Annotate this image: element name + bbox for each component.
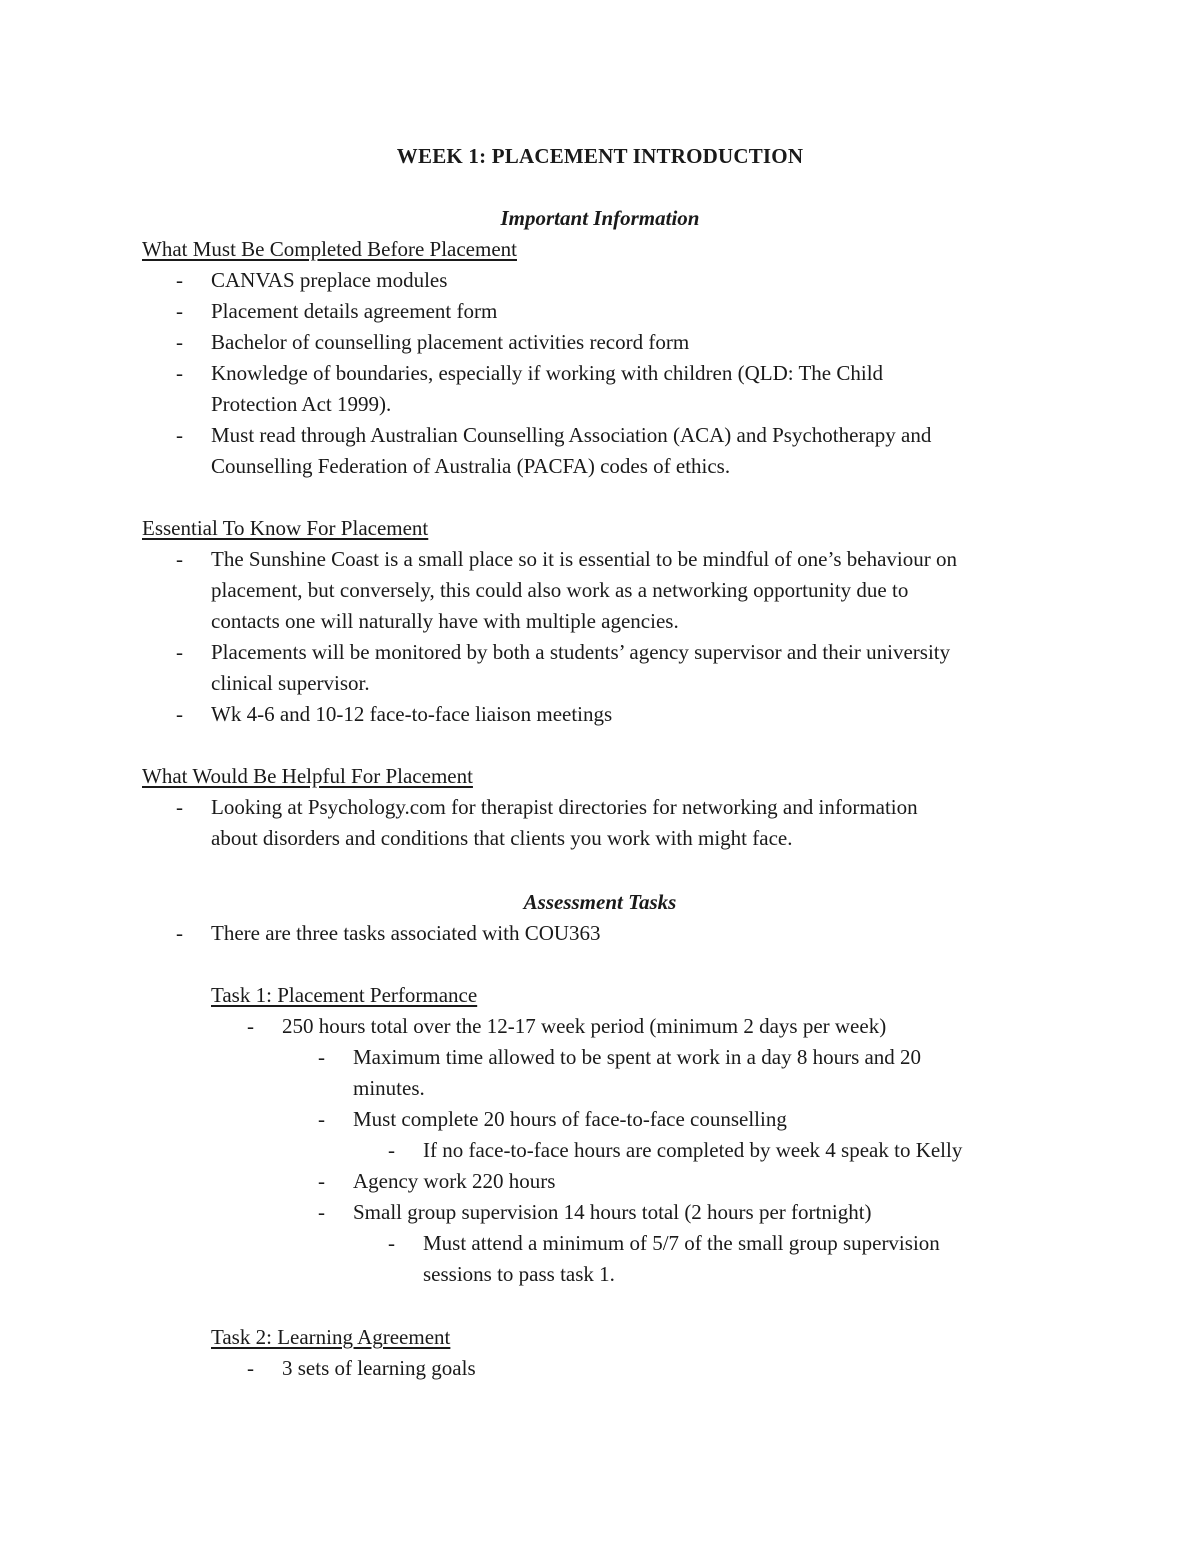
list-item-continuation: about disorders and conditions that clients you work with might face.	[211, 826, 793, 850]
bullet-dash: -	[176, 361, 183, 385]
list-item-text: Wk 4-6 and 10-12 face-to-face liaison meetings	[211, 702, 613, 726]
list-item-text: Must complete 20 hours of face-to-face counselling	[353, 1107, 787, 1131]
list-item-text: Maximum time allowed to be spent at work in a day 8 hours and 20	[353, 1045, 922, 1069]
bullet-dash: -	[176, 795, 183, 819]
list-item-text: Looking at Psychology.com for therapist directories for networking and information	[211, 795, 918, 819]
bullet-dash: -	[176, 702, 183, 726]
bullet-dash: -	[247, 1356, 254, 1380]
list-item-text: Small group supervision 14 hours total (2 hours per fortnight)	[353, 1200, 872, 1224]
bullet-dash: -	[318, 1045, 325, 1069]
list-item-text: Agency work 220 hours	[353, 1169, 556, 1193]
section-heading-assessment-tasks: Assessment Tasks	[523, 890, 677, 914]
section-heading-important-information: Important Information	[500, 206, 700, 230]
page-title: WEEK 1: PLACEMENT INTRODUCTION	[396, 144, 804, 168]
bullet-dash: -	[388, 1138, 395, 1162]
subheading-helpful: What Would Be Helpful For Placement	[142, 764, 473, 788]
bullet-dash: -	[318, 1107, 325, 1131]
bullet-dash: -	[176, 268, 183, 292]
list-item-continuation: sessions to pass task 1.	[423, 1262, 615, 1286]
bullet-dash: -	[318, 1200, 325, 1224]
bullet-dash: -	[176, 921, 183, 945]
bullet-dash: -	[176, 423, 183, 447]
list-item-text: There are three tasks associated with COU363	[211, 921, 601, 945]
subheading-essential: Essential To Know For Placement	[142, 516, 429, 540]
list-item-continuation: minutes.	[353, 1076, 425, 1100]
list-item-text: CANVAS preplace modules	[211, 268, 448, 292]
list-item-continuation: contacts one will naturally have with multiple agencies.	[211, 609, 679, 633]
subheading-task-2: Task 2: Learning Agreement	[211, 1325, 451, 1349]
list-item-continuation: Counselling Federation of Australia (PACFA) codes of ethics.	[211, 454, 731, 478]
list-item-text: Knowledge of boundaries, especially if working with children (QLD: The Child	[211, 361, 884, 385]
subheading-must-complete: What Must Be Completed Before Placement	[142, 237, 517, 261]
list-item-continuation: placement, but conversely, this could also work as a networking opportunity due to	[211, 578, 909, 602]
list-item-text: If no face-to-face hours are completed by week 4 speak to Kelly	[423, 1138, 963, 1162]
list-item-text: The Sunshine Coast is a small place so it is essential to be mindful of one’s behaviour on	[211, 547, 957, 571]
list-item-continuation: clinical supervisor.	[211, 671, 370, 695]
list-item-text: Must attend a minimum of 5/7 of the small group supervision	[423, 1231, 940, 1255]
list-item-text: Placement details agreement form	[211, 299, 498, 323]
list-item-text: 3 sets of learning goals	[282, 1356, 476, 1380]
bullet-dash: -	[176, 640, 183, 664]
bullet-dash: -	[388, 1231, 395, 1255]
subheading-task-1: Task 1: Placement Performance	[211, 983, 478, 1007]
list-item-text: Bachelor of counselling placement activities record form	[211, 330, 690, 354]
bullet-dash: -	[176, 299, 183, 323]
list-item-text: Placements will be monitored by both a students’ agency supervisor and their university	[211, 640, 951, 664]
list-item-text: 250 hours total over the 12-17 week period (minimum 2 days per week)	[282, 1014, 887, 1038]
bullet-dash: -	[176, 330, 183, 354]
list-item-text: Must read through Australian Counselling Association (ACA) and Psychotherapy and	[211, 423, 932, 447]
bullet-dash: -	[318, 1169, 325, 1193]
bullet-dash: -	[247, 1014, 254, 1038]
list-item-continuation: Protection Act 1999).	[211, 392, 392, 416]
bullet-dash: -	[176, 547, 183, 571]
